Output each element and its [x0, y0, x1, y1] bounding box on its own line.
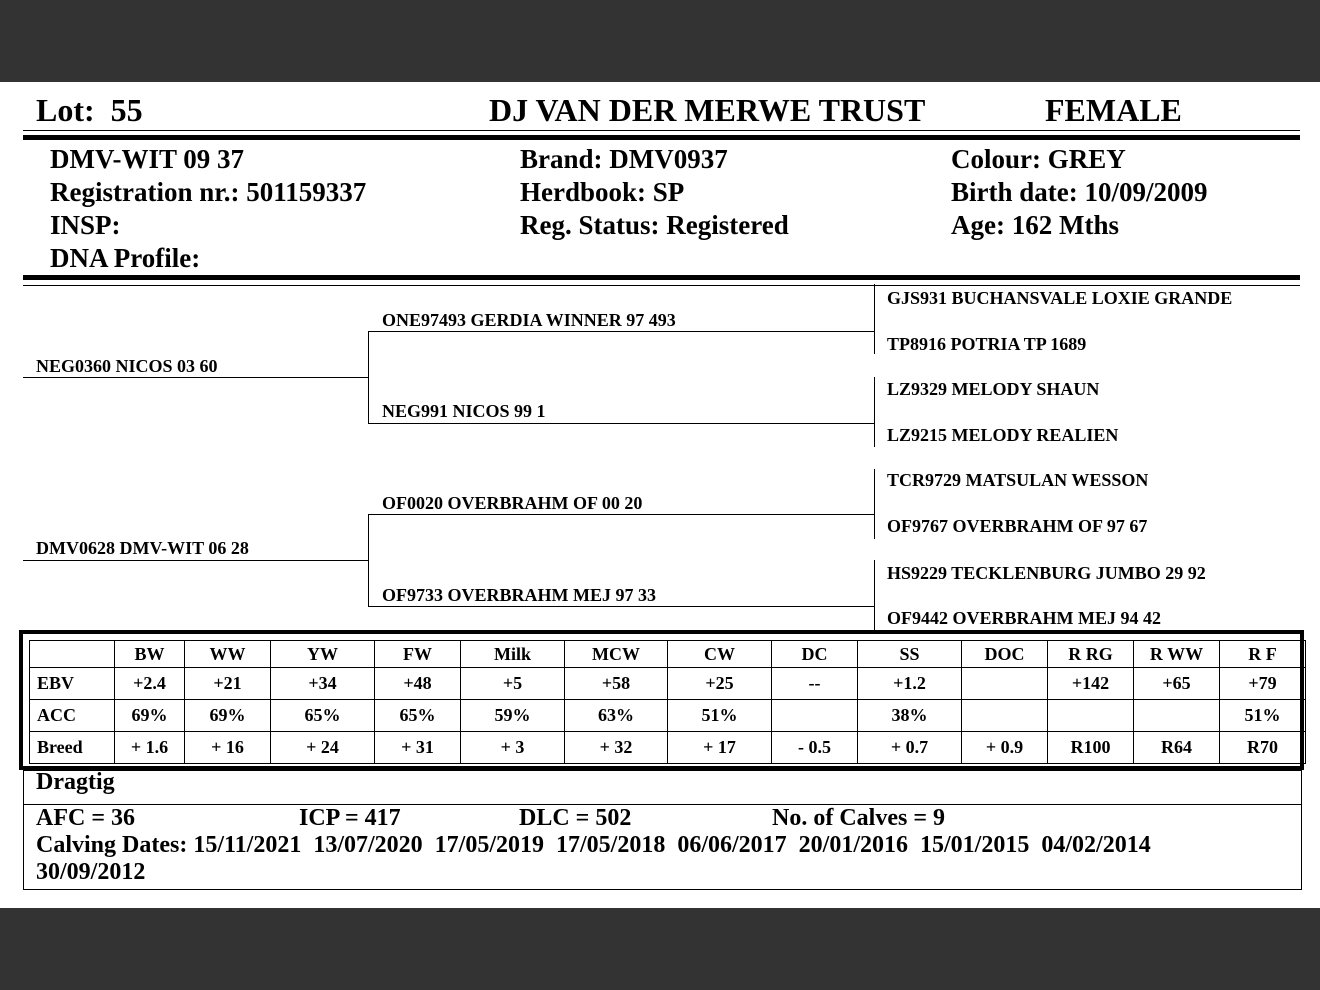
footer-box: [23, 770, 1302, 890]
acc-cell: 38%: [858, 700, 962, 732]
ebv-cell: +58: [565, 668, 668, 700]
lot-number: 55: [110, 92, 143, 128]
ebv-header-row: [30, 641, 1306, 668]
info-rule-thin: [23, 285, 1300, 286]
ebv-cell: +48: [375, 668, 461, 700]
breed-cell: + 3: [461, 732, 565, 764]
ebv-header-cell: BW: [115, 641, 185, 668]
breed-cell: + 1.6: [115, 732, 185, 764]
acc-cell: [1134, 700, 1220, 732]
ebv-cell: +34: [271, 668, 375, 700]
lot-label: [36, 92, 143, 129]
info-rule-thick: [23, 275, 1300, 280]
ebv-header-cell: FW: [375, 641, 461, 668]
reg-status: Reg. Status: Registered: [520, 210, 789, 240]
header-rule-thick: [23, 135, 1300, 140]
acc-cell: 51%: [1220, 700, 1306, 732]
insp: INSP:: [50, 210, 121, 240]
calving-dates: Calving Dates: 15/11/2021 13/07/2020 17/05/2019 17/05/2018 06/06/2017 20/01/2016 15/01/2015 04/02/2014: [36, 832, 1151, 858]
dam-dam: OF9733 OVERBRAHM MEJ 97 33: [382, 585, 656, 605]
calving-dates-continued: 30/09/2012: [36, 859, 146, 885]
breed-cell: + 31: [375, 732, 461, 764]
ebv-header-cell: SS: [858, 641, 962, 668]
breed-cell: R100: [1048, 732, 1134, 764]
afc: AFC = 36: [36, 805, 135, 831]
age: Age: 162 Mths: [951, 210, 1119, 240]
ebv-cell: +65: [1134, 668, 1220, 700]
herdbook: Herdbook: SP: [520, 177, 685, 207]
breed-cell: R70: [1220, 732, 1306, 764]
breed-row-label: Breed: [30, 732, 115, 764]
breed-cell: - 0.5: [772, 732, 858, 764]
ebv-cell: +5: [461, 668, 565, 700]
pregnancy-status: Dragtig: [36, 769, 115, 795]
gg-bracket-4: [874, 560, 875, 630]
animal-info-left: [50, 143, 366, 275]
acc-cell: 51%: [668, 700, 772, 732]
sire-bracket: [368, 332, 369, 424]
ebv-header-cell: YW: [271, 641, 375, 668]
acc-row: [30, 700, 1306, 732]
acc-cell: 63%: [565, 700, 668, 732]
acc-cell: [772, 700, 858, 732]
ebv-row: [30, 668, 1306, 700]
ebv-header-cell: Milk: [461, 641, 565, 668]
sire-dam-line: [368, 423, 874, 424]
owner-name: DJ VAN DER MERWE TRUST: [489, 92, 926, 128]
ebv-header-cell: R WW: [1134, 641, 1220, 668]
acc-cell: 65%: [375, 700, 461, 732]
acc-cell: 59%: [461, 700, 565, 732]
gg-bracket-1: [874, 284, 875, 354]
breed-cell: + 17: [668, 732, 772, 764]
ebv-cell: [962, 668, 1048, 700]
dlc: DLC = 502: [519, 805, 632, 831]
gg-8: OF9442 OVERBRAHM MEJ 94 42: [887, 608, 1161, 628]
registration-number: Registration nr.: 501159337: [50, 177, 367, 207]
acc-cell: 65%: [271, 700, 375, 732]
sire-line: [23, 377, 369, 378]
breed-cell: R64: [1134, 732, 1220, 764]
acc-cell: 69%: [115, 700, 185, 732]
gg-3: LZ9329 MELODY SHAUN: [887, 379, 1100, 399]
gg-6: OF9767 OVERBRAHM OF 97 67: [887, 516, 1148, 536]
acc-cell: [962, 700, 1048, 732]
ebv-header-cell: [30, 641, 115, 668]
gg-2: TP8916 POTRIA TP 1689: [887, 334, 1087, 354]
gg-5: TCR9729 MATSULAN WESSON: [887, 470, 1149, 490]
dam-sire-line: [368, 514, 874, 515]
ebv-header-cell: R RG: [1048, 641, 1134, 668]
ebv-header-cell: R F: [1220, 641, 1306, 668]
ebv-header-cell: MCW: [565, 641, 668, 668]
sire-sire: ONE97493 GERDIA WINNER 97 493: [382, 310, 676, 330]
dam-dam-line: [368, 606, 874, 607]
ebv-cell: +79: [1220, 668, 1306, 700]
animal-info-right: [951, 143, 1208, 242]
animal-sex: FEMALE: [1045, 92, 1182, 128]
ebv-header-cell: DOC: [962, 641, 1048, 668]
dam-sire: OF0020 OVERBRAHM OF 00 20: [382, 493, 643, 513]
breed-cell: + 24: [271, 732, 375, 764]
gg-4: LZ9215 MELODY REALIEN: [887, 425, 1119, 445]
ebv-table-frame: [19, 630, 1304, 770]
colour: Colour: GREY: [951, 144, 1126, 174]
animal-info-middle: [520, 143, 789, 242]
dam-line: [23, 560, 369, 561]
breed-cell: + 16: [185, 732, 271, 764]
breed-row: [30, 732, 1306, 764]
brand: Brand: DMV0937: [520, 144, 728, 174]
sire: NEG0360 NICOS 03 60: [36, 356, 218, 376]
ebv-cell: +2.4: [115, 668, 185, 700]
dna-profile: DNA Profile:: [50, 243, 201, 273]
ebv-row-label: EBV: [30, 668, 115, 700]
sire-dam: NEG991 NICOS 99 1: [382, 401, 546, 421]
animal-name: DMV-WIT 09 37: [50, 144, 244, 174]
gg-1: GJS931 BUCHANSVALE LOXIE GRANDE: [887, 288, 1233, 308]
acc-cell: [1048, 700, 1134, 732]
ebv-cell: +21: [185, 668, 271, 700]
sire-sire-line: [368, 331, 874, 332]
birth-date: Birth date: 10/09/2009: [951, 177, 1208, 207]
breed-cell: + 32: [565, 732, 668, 764]
ebv-header-cell: DC: [772, 641, 858, 668]
gg-bracket-2: [874, 377, 875, 447]
lot-sheet: [0, 82, 1320, 908]
footer-separator: [24, 804, 1301, 805]
dam: DMV0628 DMV-WIT 06 28: [36, 538, 249, 558]
number-of-calves: No. of Calves = 9: [772, 805, 945, 831]
breed-cell: + 0.9: [962, 732, 1048, 764]
ebv-header-cell: WW: [185, 641, 271, 668]
ebv-table: [29, 640, 1306, 764]
lot-label-text: Lot:: [36, 92, 95, 128]
gg-7: HS9229 TECKLENBURG JUMBO 29 92: [887, 563, 1206, 583]
header-rule-thin: [23, 130, 1300, 131]
acc-cell: 69%: [185, 700, 271, 732]
ebv-header-cell: CW: [668, 641, 772, 668]
ebv-cell: +1.2: [858, 668, 962, 700]
breed-cell: + 0.7: [858, 732, 962, 764]
ebv-cell: --: [772, 668, 858, 700]
ebv-cell: +142: [1048, 668, 1134, 700]
acc-row-label: ACC: [30, 700, 115, 732]
icp: ICP = 417: [299, 805, 401, 831]
gg-bracket-3: [874, 469, 875, 539]
ebv-cell: +25: [668, 668, 772, 700]
dam-bracket: [368, 515, 369, 606]
